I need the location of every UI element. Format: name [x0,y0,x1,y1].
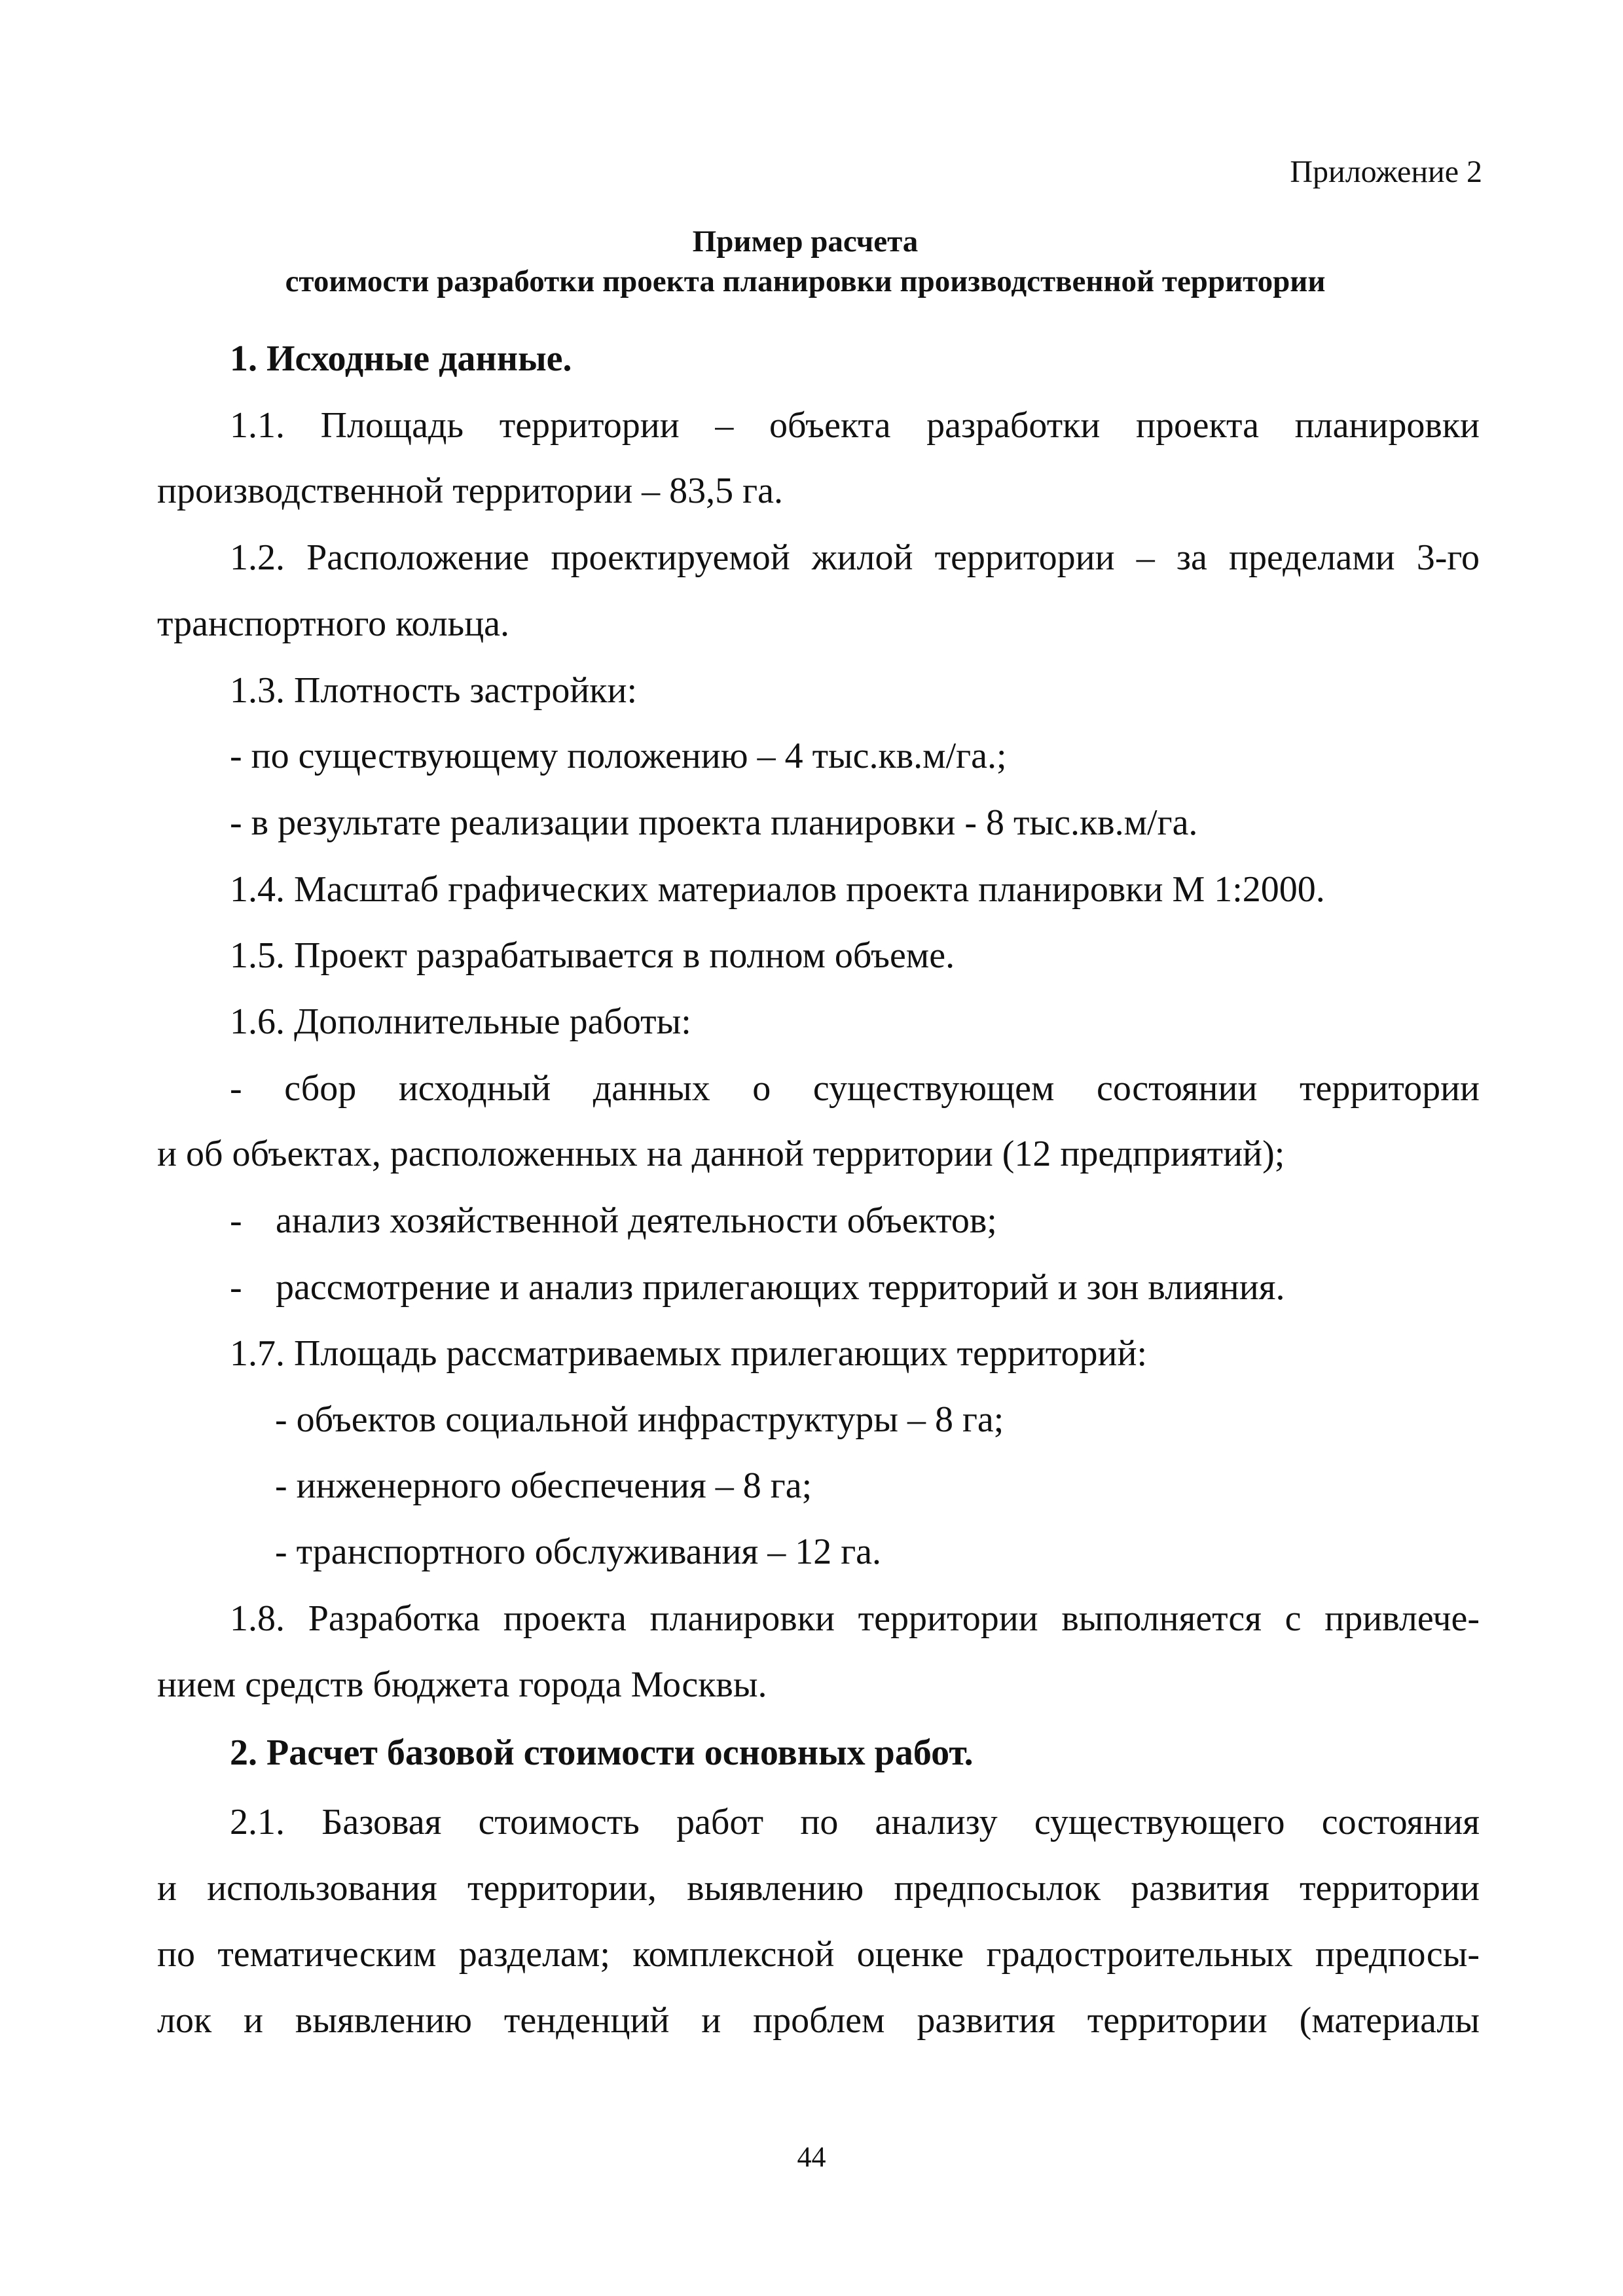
list-dash: - [230,1267,242,1308]
extra-work-item-3-text: рассмотрение и анализ прилегающих территорий и зон влияния. [276,1267,1285,1308]
paragraph-1-5: 1.5. Проект разрабатывается в полном объеме. [230,935,955,976]
paragraph-2-1-line-2: и использования территории, выявлению предпосылок развития территории [157,1868,1480,1909]
paragraph-2-1-line-4: лок и выявлению тенденций и проблем развития территории (материалы [157,2000,1480,2041]
document-subtitle: стоимости разработки проекта планировки производственной территории [285,264,1326,298]
appendix-label: Приложение 2 [1290,154,1482,189]
paragraph-1-2-line-2: транспортного кольца. [157,603,510,644]
section-2-heading: 2. Расчет базовой стоимости основных работ. [230,1732,974,1773]
extra-work-item-1-line-1: - сбор исходный данных о существующем состоянии территории [230,1068,1480,1109]
paragraph-1-4: 1.4. Масштаб графических материалов проекта планировки М 1:2000. [230,869,1325,910]
paragraph-2-1-line-1: 2.1. Базовая стоимость работ по анализу существующего состояния [230,1802,1480,1842]
paragraph-1-6: 1.6. Дополнительные работы: [230,1001,691,1042]
paragraph-1-2-line-1: 1.2. Расположение проектируемой жилой территории – за пределами 3-го [230,537,1480,578]
paragraph-1-8-line-1: 1.8. Разработка проекта планировки территории выполняется с привлече- [230,1598,1480,1639]
extra-work-item-2 [230,1188,1480,1253]
paragraph-1-1-line-2: производственной территории – 83,5 га. [157,471,783,511]
extra-work-item-2-text: анализ хозяйственной деятельности объектов; [276,1200,997,1241]
paragraph-2-1-line-3: по тематическим разделам; комплексной оценке градостроительных предпосы- [157,1934,1480,1975]
adjacent-area-engineering: - инженерного обеспечения – 8 га; [275,1465,812,1506]
document-title: Пример расчета [692,224,919,259]
paragraph-1-1-line-1: 1.1. Площадь территории – объекта разработки проекта планировки [230,405,1480,446]
section-1-heading: 1. Исходные данные. [230,338,572,379]
density-item-project: - в результате реализации проекта планировки - 8 тыс.кв.м/га. [230,802,1198,843]
adjacent-area-social: - объектов социальной инфраструктуры – 8 га; [275,1399,1004,1440]
extra-work-item-3 [230,1255,1480,1320]
density-item-current: - по существующему положению – 4 тыс.кв.м/га.; [230,736,1007,776]
paragraph-1-3: 1.3. Плотность застройки: [230,670,638,711]
paragraph-1-7: 1.7. Площадь рассматриваемых прилегающих территорий: [230,1333,1148,1374]
list-dash: - [230,1200,242,1241]
paragraph-1-8-line-2: нием средств бюджета города Москвы. [157,1664,767,1705]
extra-work-item-1-line-2: и об объектах, расположенных на данной территории (12 предприятий); [157,1134,1285,1174]
adjacent-area-transport: - транспортного обслуживания – 12 га. [275,1532,882,1572]
page-number: 44 [797,2141,826,2173]
